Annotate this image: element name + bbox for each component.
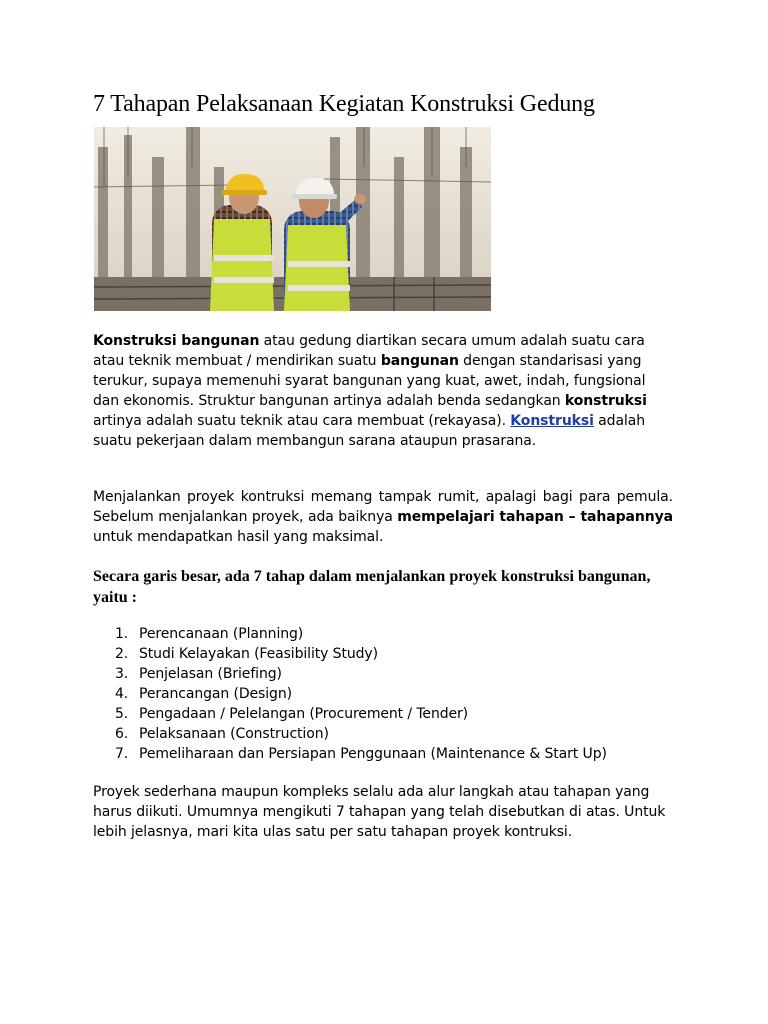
step-item: [93, 644, 607, 664]
bold-mempelajari-tahapan: mempelajari tahapan – tahapannya: [397, 509, 673, 525]
paragraph-intro-text-2: untuk mendapatkan hasil yang maksimal.: [93, 529, 384, 545]
construction-workers-illustration: [94, 127, 491, 311]
step-number: 1.: [115, 626, 129, 642]
bold-konstruksi: konstruksi: [564, 393, 647, 409]
step-text: Perancangan (Design): [139, 686, 292, 702]
step-item: [93, 704, 607, 724]
paragraph-definition-text-4: adalah suatu pekerjaan dalam membangun sarana ataupun prasarana.: [93, 413, 645, 449]
bold-konstruksi-bangunan: Konstruksi bangunan: [93, 333, 260, 349]
step-item: [93, 684, 607, 704]
step-number: 6.: [115, 726, 129, 742]
step-text: Studi Kelayakan (Feasibility Study): [139, 646, 378, 662]
step-item: [93, 744, 607, 764]
step-text: Penjelasan (Briefing): [139, 666, 282, 682]
step-number: 3.: [115, 666, 129, 682]
paragraph-intro: [93, 487, 673, 547]
paragraph-definition-text-3: artinya adalah suatu teknik atau cara membuat (rekayasa).: [93, 413, 511, 429]
page-title: 7 Tahapan Pelaksanaan Kegiatan Konstruksi Gedung: [93, 91, 595, 117]
step-item: [93, 664, 607, 684]
step-text: Perencanaan (Planning): [139, 626, 304, 642]
paragraph-intro-text-1: Menjalankan proyek kontruksi memang tampak rumit, apalagi bagi para pemula. Sebelum menjalankan proyek, ada baiknya: [93, 489, 673, 525]
step-number: 4.: [115, 686, 129, 702]
steps-list: [93, 624, 607, 764]
step-number: 5.: [115, 706, 129, 722]
step-item: [93, 724, 607, 744]
step-text: Pemeliharaan dan Persiapan Penggunaan (Maintenance & Start Up): [139, 746, 607, 762]
paragraph-definition: [93, 331, 673, 451]
step-text: Pengadaan / Pelelangan (Procurement / Tender): [139, 706, 469, 722]
steps-heading: Secara garis besar, ada 7 tahap dalam menjalankan proyek konstruksi bangunan, yaitu :: [93, 568, 651, 606]
paragraph-definition-text-2: dengan standarisasi yang terukur, supaya memenuhi syarat bangunan yang kuat, awet, indah, fungsional dan ekonomis. Struktur bangunan artinya adalah benda sedangkan: [93, 353, 646, 409]
paragraph-conclusion: Proyek sederhana maupun kompleks selalu ada alur langkah atau tahapan yang harus diikuti. Umumnya mengikuti 7 tahapan yang telah disebutkan di atas. Untuk lebih jelasnya, mari kita ulas satu per satu tahapan proyek kontruksi.: [93, 784, 666, 840]
step-number: 7.: [115, 746, 129, 762]
konstruksi-link[interactable]: Konstruksi: [510, 413, 594, 429]
paragraph-definition-text-1: atau gedung diartikan secara umum adalah suatu cara atau teknik membuat / mendirikan suatu: [93, 333, 645, 369]
step-number: 2.: [115, 646, 129, 662]
construction-workers-photo: [94, 127, 491, 311]
bold-bangunan: bangunan: [380, 353, 459, 369]
step-text: Pelaksanaan (Construction): [139, 726, 329, 742]
step-item: [93, 624, 607, 644]
